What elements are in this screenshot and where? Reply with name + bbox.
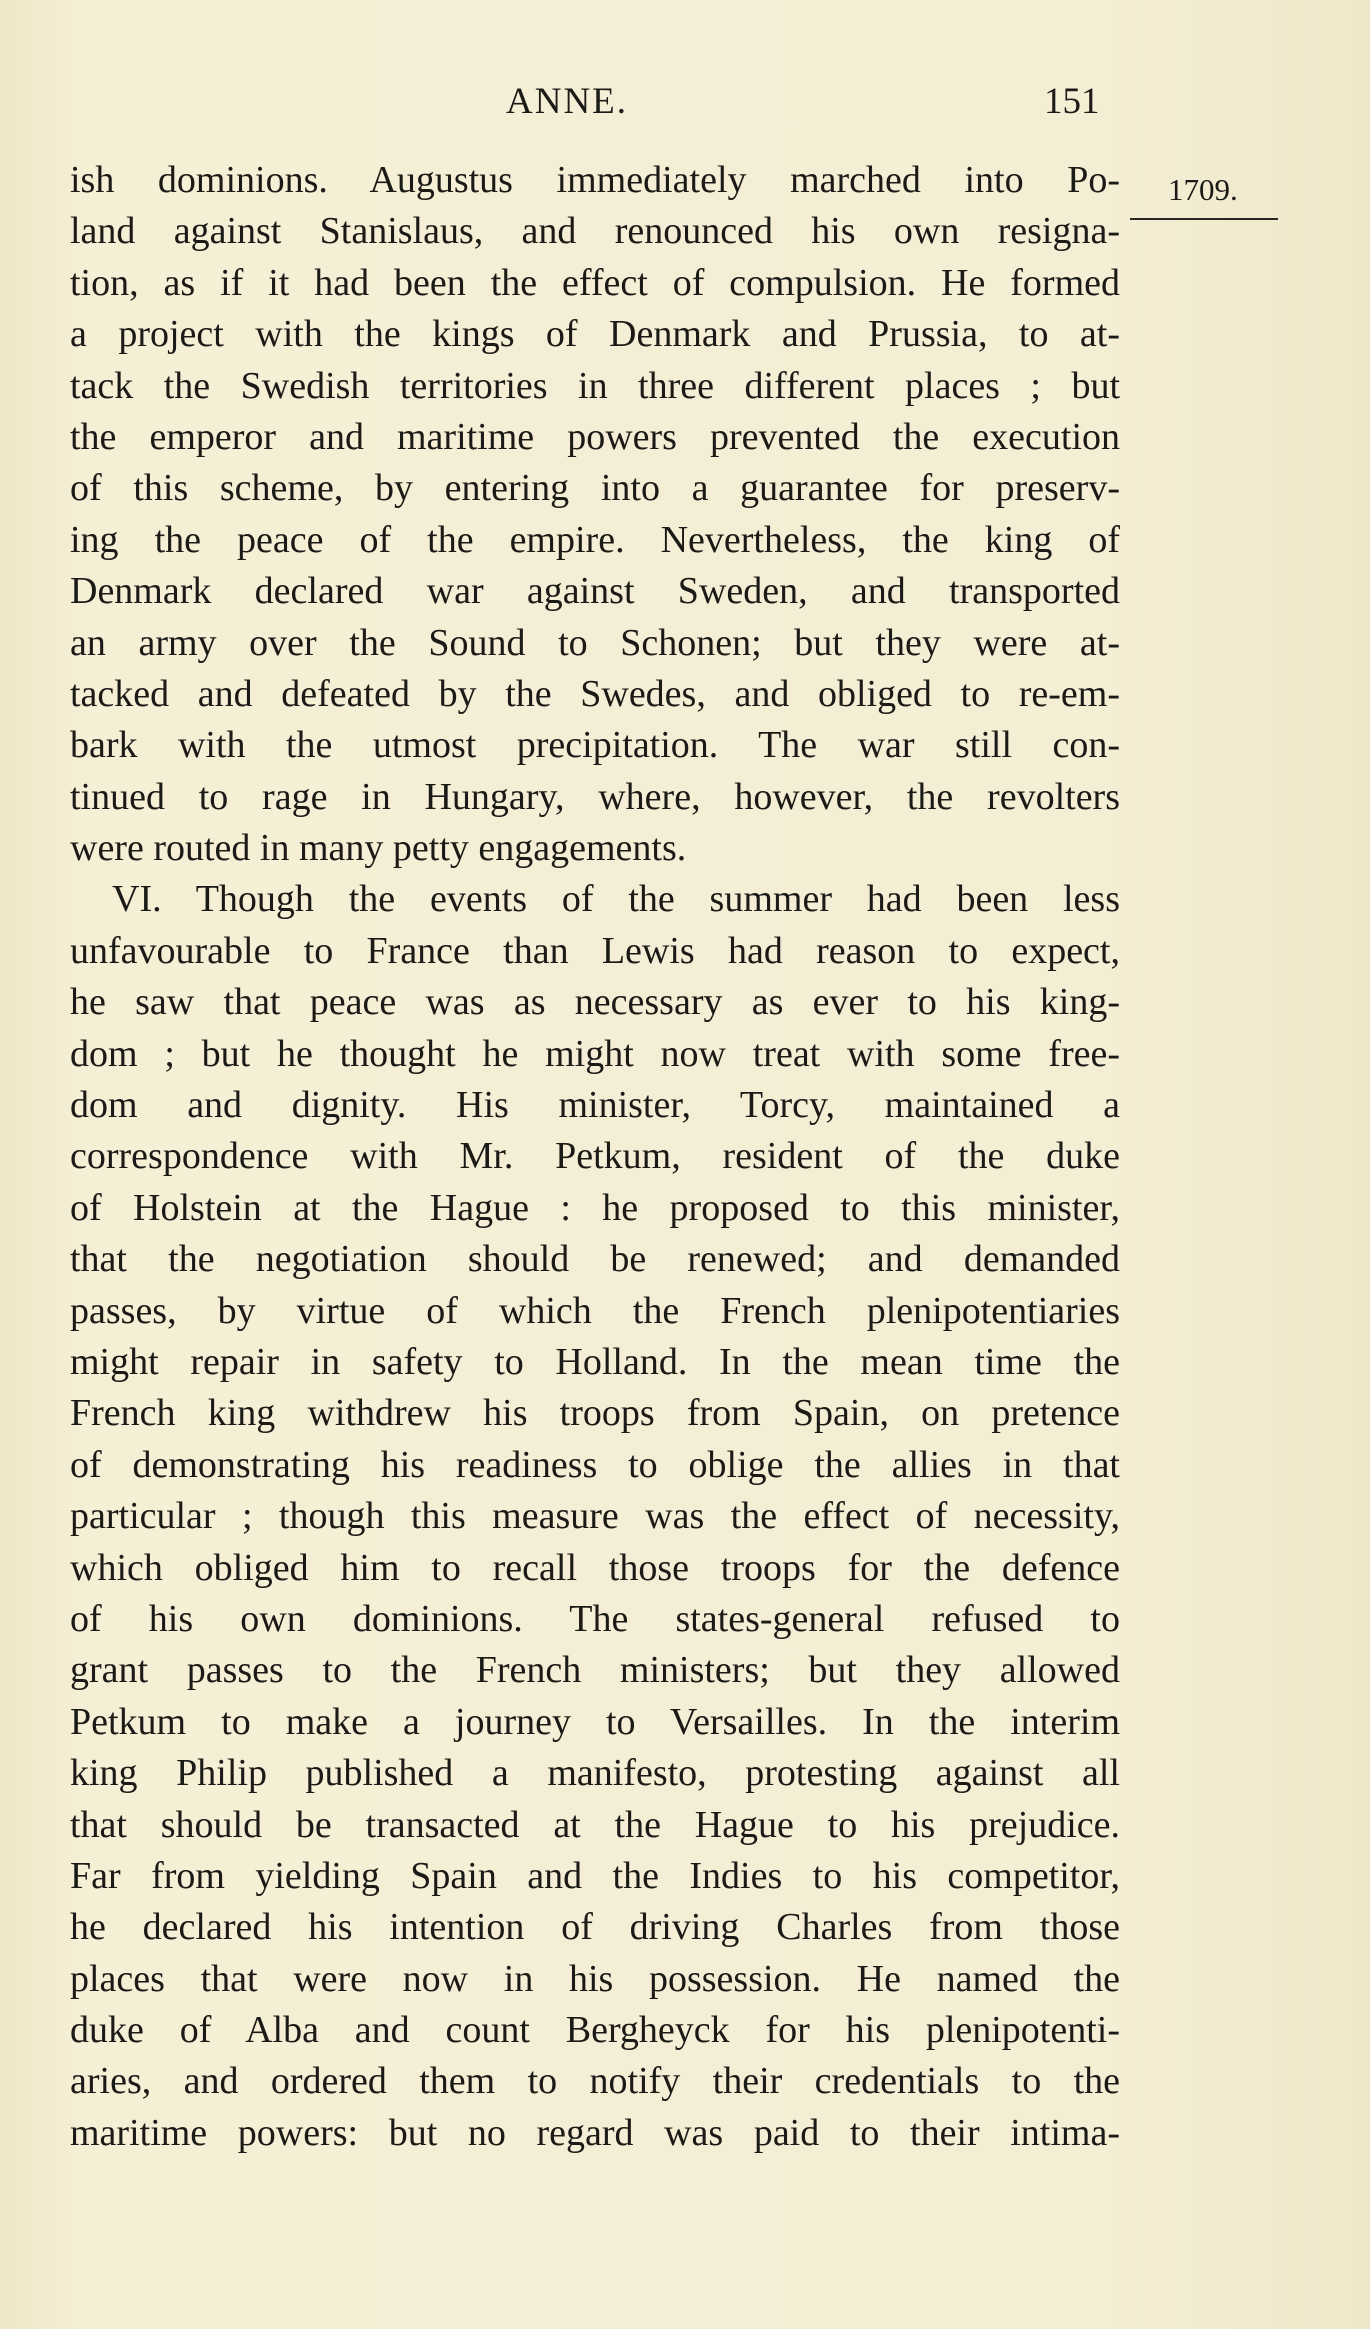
text-line: aries, and ordered them to notify their credentials to the [70, 2060, 1120, 2103]
text-line: of this scheme, by entering into a guarantee for preserv- [70, 467, 1120, 510]
text-line: that should be transacted at the Hague to his prejudice. [70, 1803, 1120, 1846]
text-line: correspondence with Mr. Petkum, resident of the duke [70, 1135, 1120, 1178]
text-line: ish dominions. Augustus immediately marched into Po- [70, 159, 1120, 201]
text-line: he declared his intention of driving Charles from those [70, 1906, 1120, 1949]
text-line: dom ; but he thought he might now treat with some free- [70, 1032, 1120, 1075]
text-line: tack the Swedish territories in three different places ; but [70, 364, 1120, 407]
text-line: king Philip published a manifesto, protesting against all [70, 1752, 1120, 1795]
margin-rule [1130, 218, 1278, 220]
text-line: duke of Alba and count Bergheyck for his plenipotenti- [70, 2009, 1120, 2052]
text-line: places that were now in his possession. He named the [70, 1957, 1120, 2000]
text-line: Denmark declared war against Sweden, and transported [70, 570, 1120, 613]
text-line: he saw that peace was as necessary as ever to his king- [70, 981, 1120, 1024]
text-line: French king withdrew his troops from Spain, on pretence [70, 1392, 1120, 1435]
running-head: ANNE. [506, 81, 629, 122]
text-line: an army over the Sound to Schonen; but they were at- [70, 621, 1120, 664]
text-line: the emperor and maritime powers prevented the execution [70, 415, 1120, 458]
text-line: Far from yielding Spain and the Indies to his competitor, [70, 1854, 1120, 1897]
text-line: ing the peace of the empire. Nevertheless, the king of [70, 518, 1120, 561]
text-line: particular ; though this measure was the effect of necessity, [70, 1495, 1120, 1538]
text-line: grant passes to the French ministers; but they allowed [70, 1649, 1120, 1692]
text-line: unfavourable to France than Lewis had reason to expect, [70, 929, 1120, 972]
text-line: dom and dignity. His minister, Torcy, maintained a [70, 1084, 1120, 1127]
text-line: Petkum to make a journey to Versailles. In the interim [70, 1700, 1120, 1743]
text-line: of demonstrating his readiness to oblige the allies in that [70, 1443, 1120, 1486]
text-line: of Holstein at the Hague : he proposed to this minister, [70, 1186, 1120, 1229]
text-line: maritime powers: but no regard was paid to their intima- [70, 2111, 1120, 2154]
text-line: land against Stanislaus, and renounced his own resigna- [70, 210, 1120, 253]
text-line: which obliged him to recall those troops for the defence [70, 1546, 1120, 1589]
text-line: bark with the utmost precipitation. The war still con- [70, 724, 1120, 767]
paragraph-end-line: were routed in many petty engagements. [70, 827, 687, 870]
text-line: might repair in safety to Holland. In the mean time the [70, 1340, 1120, 1383]
section-start-line: VI. Though the events of the summer had been less [112, 878, 1120, 921]
text-line: passes, by virtue of which the French plenipotentiaries [70, 1289, 1120, 1332]
body-text [70, 155, 1120, 2159]
text-line: of his own dominions. The states-general refused to [70, 1597, 1120, 1640]
text-line: tion, as if it had been the effect of compulsion. He formed [70, 261, 1120, 304]
text-line: a project with the kings of Denmark and Prussia, to at- [70, 313, 1120, 356]
page-number: 151 [1044, 81, 1100, 122]
text-line: tinued to rage in Hungary, where, however, the revolters [70, 775, 1120, 818]
text-line: tacked and defeated by the Swedes, and obliged to re-em- [70, 672, 1120, 715]
text-line: that the negotiation should be renewed; and demanded [70, 1238, 1120, 1281]
margin-year-note: 1709. [1168, 172, 1238, 207]
